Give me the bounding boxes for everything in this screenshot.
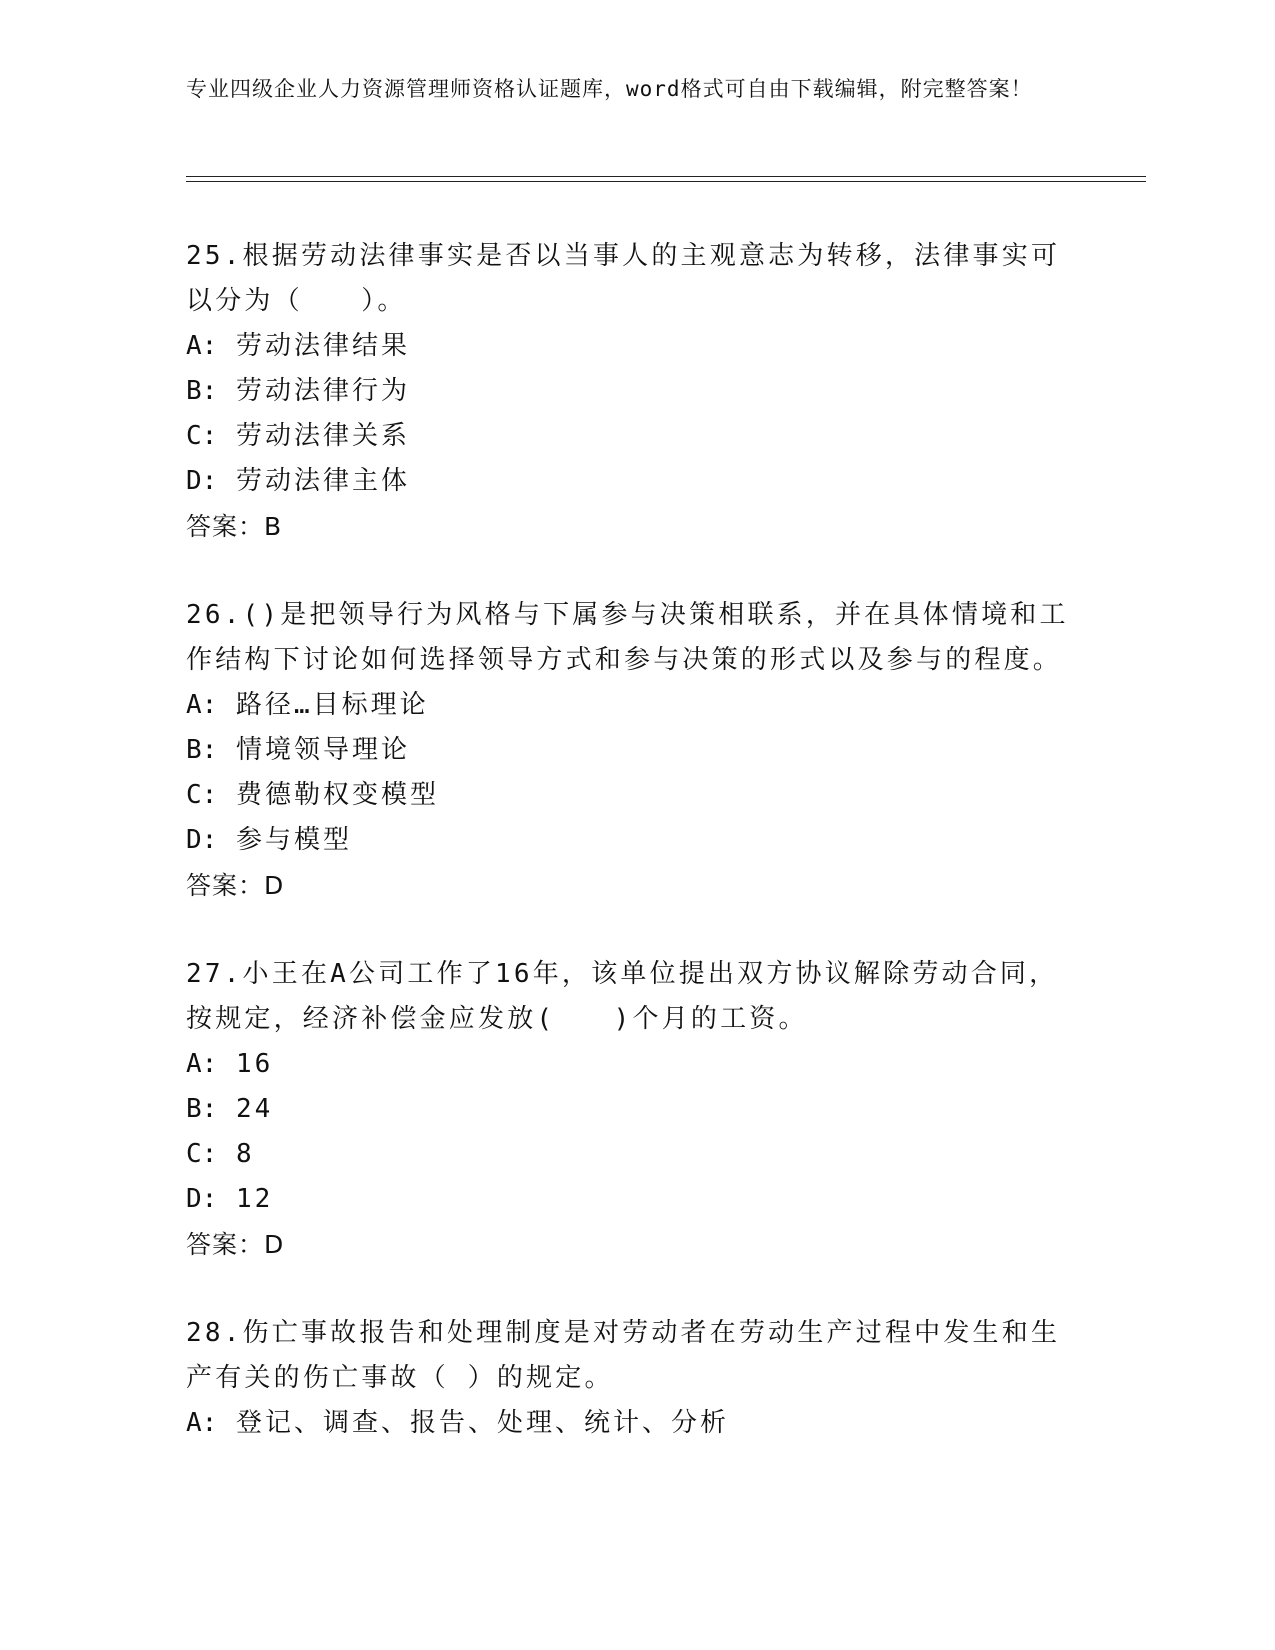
option-text: 劳动法律关系: [235, 421, 410, 451]
question-27: [186, 952, 1086, 1267]
option-b: [186, 728, 1086, 773]
option-a: [186, 683, 1086, 728]
option-a: [186, 324, 1086, 369]
option-key: D:: [186, 825, 218, 855]
option-key: B:: [186, 376, 218, 406]
option-key: C:: [186, 780, 218, 810]
answer-line: 答案：B: [186, 512, 283, 541]
answer-line: 答案：D: [186, 871, 285, 900]
question-stem: 25.根据劳动法律事实是否以当事人的主观意志为转移，法律事实可以分为（ ）。: [186, 241, 1061, 316]
option-key: C:: [186, 1139, 218, 1169]
option-text: 参与模型: [235, 825, 352, 855]
option-d: [186, 818, 1086, 863]
option-a: [186, 1401, 1086, 1446]
option-key: A:: [186, 1049, 218, 1079]
option-c: [186, 1132, 1086, 1177]
option-text: 12: [235, 1184, 274, 1214]
option-text: 16: [235, 1049, 274, 1079]
header-divider-bottom: [186, 181, 1146, 182]
option-d: [186, 1177, 1086, 1222]
document-header: 专业四级企业人力资源管理师资格认证题库，word格式可自由下载编辑，附完整答案！: [186, 77, 1033, 101]
option-c: [186, 773, 1086, 818]
question-26: [186, 593, 1086, 908]
option-c: [186, 414, 1086, 459]
option-text: 8: [235, 1139, 255, 1169]
question-25: [186, 234, 1086, 549]
option-text: 路径…目标理论: [235, 690, 429, 720]
option-text: 劳动法律结果: [235, 331, 410, 361]
option-key: C:: [186, 421, 218, 451]
question-stem: 28.伤亡事故报告和处理制度是对劳动者在劳动生产过程中发生和生产有关的伤亡事故（ ）的规定。: [186, 1318, 1061, 1393]
option-text: 费德勒权变模型: [235, 780, 439, 810]
option-key: B:: [186, 735, 218, 765]
option-b: [186, 369, 1086, 414]
option-text: 劳动法律主体: [235, 466, 410, 496]
option-text: 情境领导理论: [235, 735, 410, 765]
option-key: D:: [186, 466, 218, 496]
option-d: [186, 459, 1086, 504]
option-a: [186, 1042, 1086, 1087]
option-text: 劳动法律行为: [235, 376, 410, 406]
option-key: A:: [186, 1408, 218, 1438]
option-text: 登记、调查、报告、处理、统计、分析: [235, 1408, 729, 1438]
option-key: B:: [186, 1094, 218, 1124]
question-28: [186, 1311, 1086, 1446]
question-stem: 27.小王在A公司工作了16年，该单位提出双方协议解除劳动合同，按规定，经济补偿金应发放( )个月的工资。: [186, 959, 1059, 1034]
answer-line: 答案：D: [186, 1230, 285, 1259]
option-text: 24: [235, 1094, 274, 1124]
question-stem: 26.()是把领导行为风格与下属参与决策相联系，并在具体情境和工作结构下讨论如何选择领导方式和参与决策的形式以及参与的程度。: [186, 600, 1069, 675]
question-list: [186, 234, 1086, 1490]
option-key: A:: [186, 690, 218, 720]
option-key: D:: [186, 1184, 218, 1214]
option-key: A:: [186, 331, 218, 361]
header-divider-top: [186, 176, 1146, 177]
option-b: [186, 1087, 1086, 1132]
